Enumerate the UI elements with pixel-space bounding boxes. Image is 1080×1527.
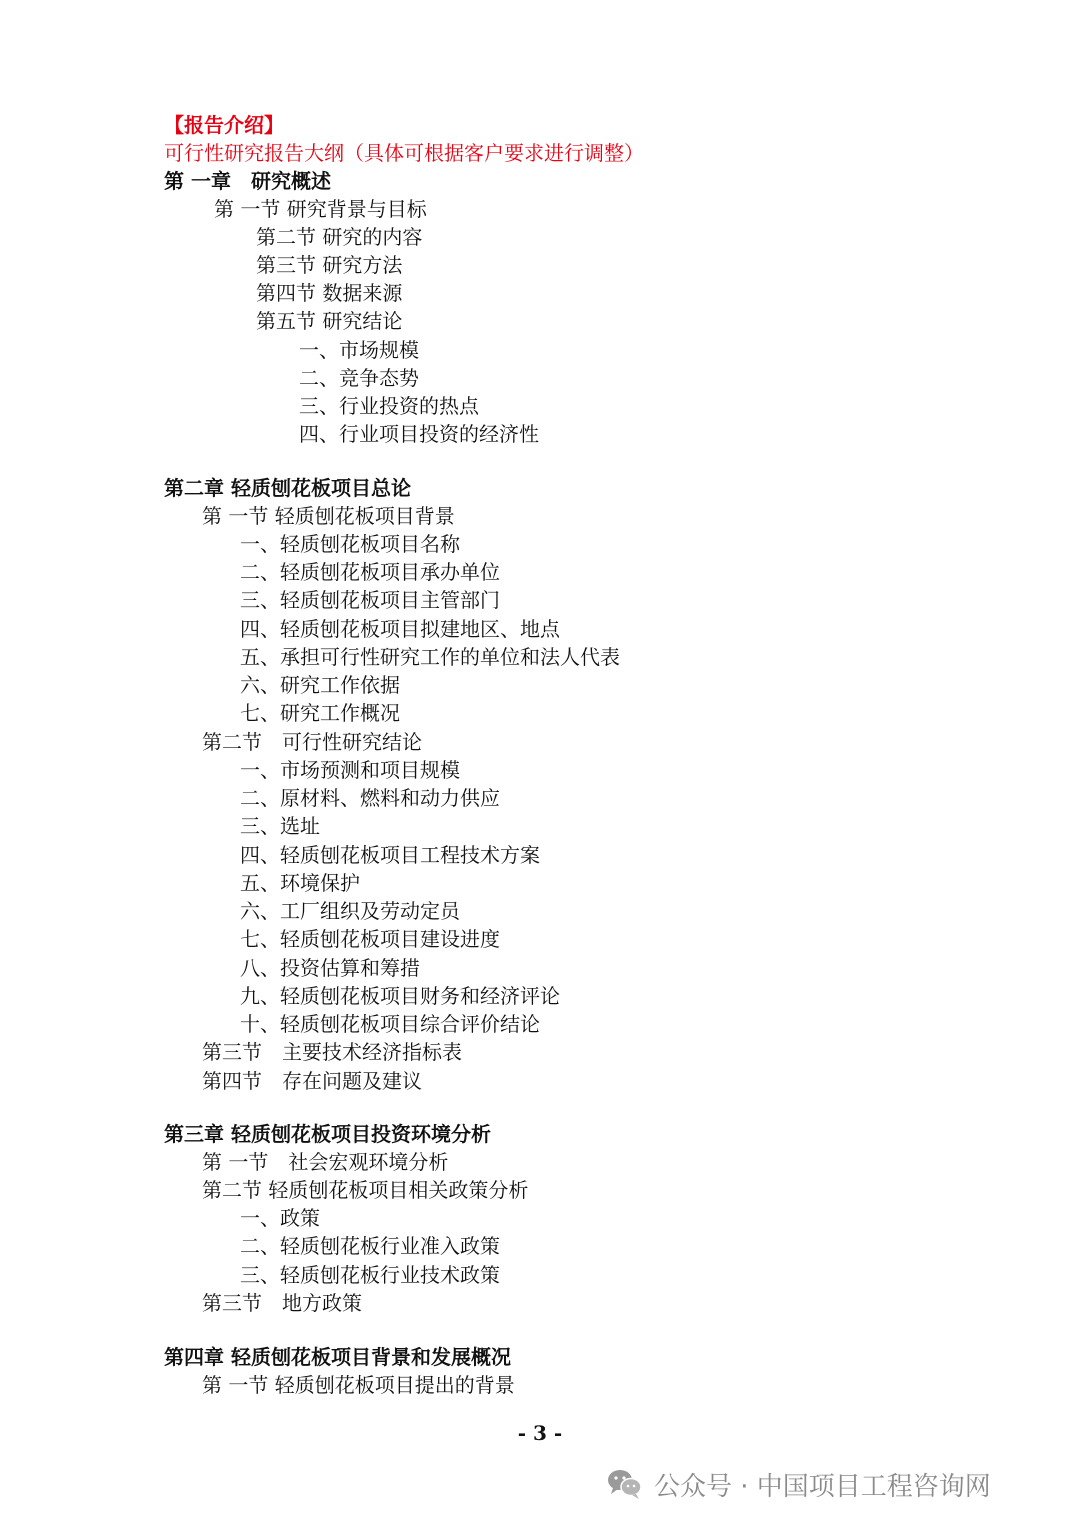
report-intro-heading: 【报告介绍】 — [164, 113, 284, 137]
section-item: 第三节 研究方法 — [256, 253, 403, 277]
subsection-item: 二、竞争态势 — [299, 366, 419, 390]
subsection-item: 一、市场预测和项目规模 — [240, 758, 460, 782]
subsection-item: 三、轻质刨花板行业技术政策 — [240, 1263, 500, 1287]
section-item: 第二节 可行性研究结论 — [202, 730, 422, 754]
section-item: 第二节 轻质刨花板项目相关政策分析 — [202, 1178, 529, 1202]
subsection-item: 三、行业投资的热点 — [299, 394, 479, 418]
outline-title: 可行性研究报告大纲（具体可根据客户要求进行调整） — [164, 141, 644, 165]
subsection-item: 九、轻质刨花板项目财务和经济评论 — [240, 984, 560, 1008]
page-number: - 3 - — [517, 1421, 563, 1445]
section-item: 第三节 主要技术经济指标表 — [202, 1040, 462, 1064]
subsection-item: 七、研究工作概况 — [240, 701, 400, 725]
chapter-heading: 第四章 轻质刨花板项目背景和发展概况 — [164, 1345, 511, 1369]
subsection-item: 六、研究工作依据 — [240, 673, 400, 697]
subsection-item: 十、轻质刨花板项目综合评价结论 — [240, 1012, 540, 1036]
section-item: 第 一节 轻质刨花板项目提出的背景 — [202, 1373, 515, 1397]
section-item: 第二节 研究的内容 — [256, 225, 423, 249]
section-item: 第 一节 研究背景与目标 — [214, 197, 427, 221]
subsection-item: 四、轻质刨花板项目工程技术方案 — [240, 843, 540, 867]
watermark-text: 公众号 · 中国项目工程咨询网 — [654, 1471, 991, 1502]
wechat-icon — [606, 1467, 644, 1501]
subsection-item: 一、市场规模 — [299, 338, 419, 362]
subsection-item: 三、轻质刨花板项目主管部门 — [240, 588, 500, 612]
subsection-item: 八、投资估算和筹措 — [240, 956, 420, 980]
chapter-heading: 第三章 轻质刨花板项目投资环境分析 — [164, 1122, 491, 1146]
chapter-heading: 第 一章 研究概述 — [164, 169, 331, 193]
section-item: 第三节 地方政策 — [202, 1291, 362, 1315]
section-item: 第 一节 社会宏观环境分析 — [202, 1150, 449, 1174]
subsection-item: 二、原材料、燃料和动力供应 — [240, 786, 500, 810]
subsection-item: 一、轻质刨花板项目名称 — [240, 532, 460, 556]
subsection-item: 四、行业项目投资的经济性 — [299, 422, 539, 446]
subsection-item: 五、承担可行性研究工作的单位和法人代表 — [240, 645, 620, 669]
subsection-item: 二、轻质刨花板行业准入政策 — [240, 1234, 500, 1258]
subsection-item: 一、政策 — [240, 1206, 320, 1230]
watermark — [606, 1464, 991, 1504]
subsection-item: 六、工厂组织及劳动定员 — [240, 899, 460, 923]
subsection-item: 三、选址 — [240, 814, 320, 838]
subsection-item: 七、轻质刨花板项目建设进度 — [240, 927, 500, 951]
section-item: 第 一节 轻质刨花板项目背景 — [202, 504, 455, 528]
subsection-item: 四、轻质刨花板项目拟建地区、地点 — [240, 617, 560, 641]
section-item: 第四节 存在问题及建议 — [202, 1069, 422, 1093]
chapter-heading: 第二章 轻质刨花板项目总论 — [164, 476, 411, 500]
section-item: 第四节 数据来源 — [256, 281, 403, 305]
subsection-item: 二、轻质刨花板项目承办单位 — [240, 560, 500, 584]
subsection-item: 五、环境保护 — [240, 871, 360, 895]
section-item: 第五节 研究结论 — [256, 309, 403, 333]
